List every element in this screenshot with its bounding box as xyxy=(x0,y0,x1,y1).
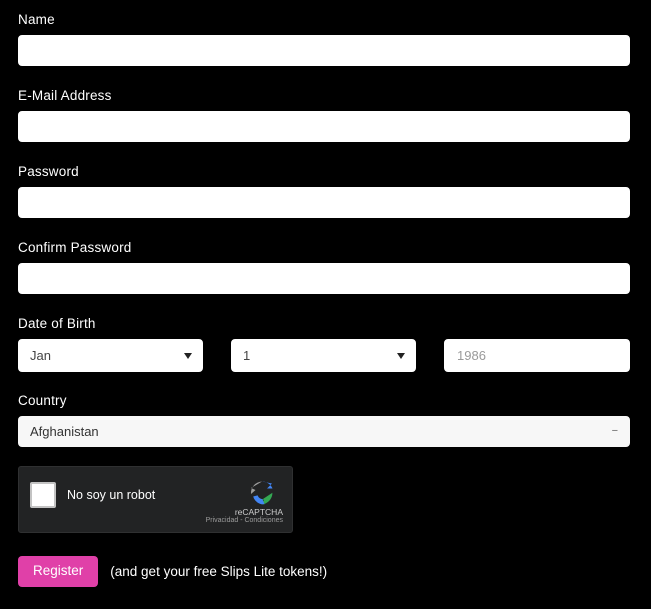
label-date-of-birth: Date of Birth xyxy=(18,316,96,331)
field-password xyxy=(18,164,630,218)
field-confirm-password xyxy=(18,240,630,294)
dob-day-value: 1 xyxy=(243,348,251,363)
recaptcha-links[interactable]: Privacidad - Condiciones xyxy=(205,517,283,524)
submit-row xyxy=(18,556,327,587)
dob-day-select[interactable] xyxy=(231,339,416,372)
recaptcha-widget[interactable] xyxy=(18,466,293,533)
dob-month-select[interactable] xyxy=(18,339,203,372)
register-button[interactable]: Register xyxy=(18,556,98,587)
chevron-down-icon: − xyxy=(611,425,618,437)
recaptcha-label: No soy un robot xyxy=(67,488,156,502)
field-email xyxy=(18,88,630,142)
field-name xyxy=(18,12,630,66)
dob-year-input-wrapper[interactable] xyxy=(444,339,630,372)
chevron-down-icon xyxy=(184,353,192,359)
label-password: Password xyxy=(18,164,79,179)
date-of-birth-row xyxy=(18,339,630,372)
country-value: Afghanistan xyxy=(30,424,99,439)
field-date-of-birth xyxy=(18,316,630,372)
label-name: Name xyxy=(18,12,55,27)
name-input[interactable] xyxy=(18,35,630,66)
password-input[interactable] xyxy=(18,187,630,218)
recaptcha-logo-icon xyxy=(245,476,279,510)
confirm-password-input[interactable] xyxy=(18,263,630,294)
dob-year-placeholder: 1986 xyxy=(457,348,486,363)
recaptcha-checkbox[interactable] xyxy=(30,482,56,508)
recaptcha-brand: reCAPTCHA xyxy=(234,507,283,517)
label-email: E-Mail Address xyxy=(18,88,112,103)
country-select[interactable] xyxy=(18,416,630,447)
dob-month-value: Jan xyxy=(30,348,51,363)
label-country: Country xyxy=(18,393,67,408)
chevron-down-icon xyxy=(397,353,405,359)
email-input[interactable] xyxy=(18,111,630,142)
register-note: (and get your free Slips Lite tokens!) xyxy=(110,564,328,579)
field-country xyxy=(18,393,630,447)
label-confirm-password: Confirm Password xyxy=(18,240,132,255)
